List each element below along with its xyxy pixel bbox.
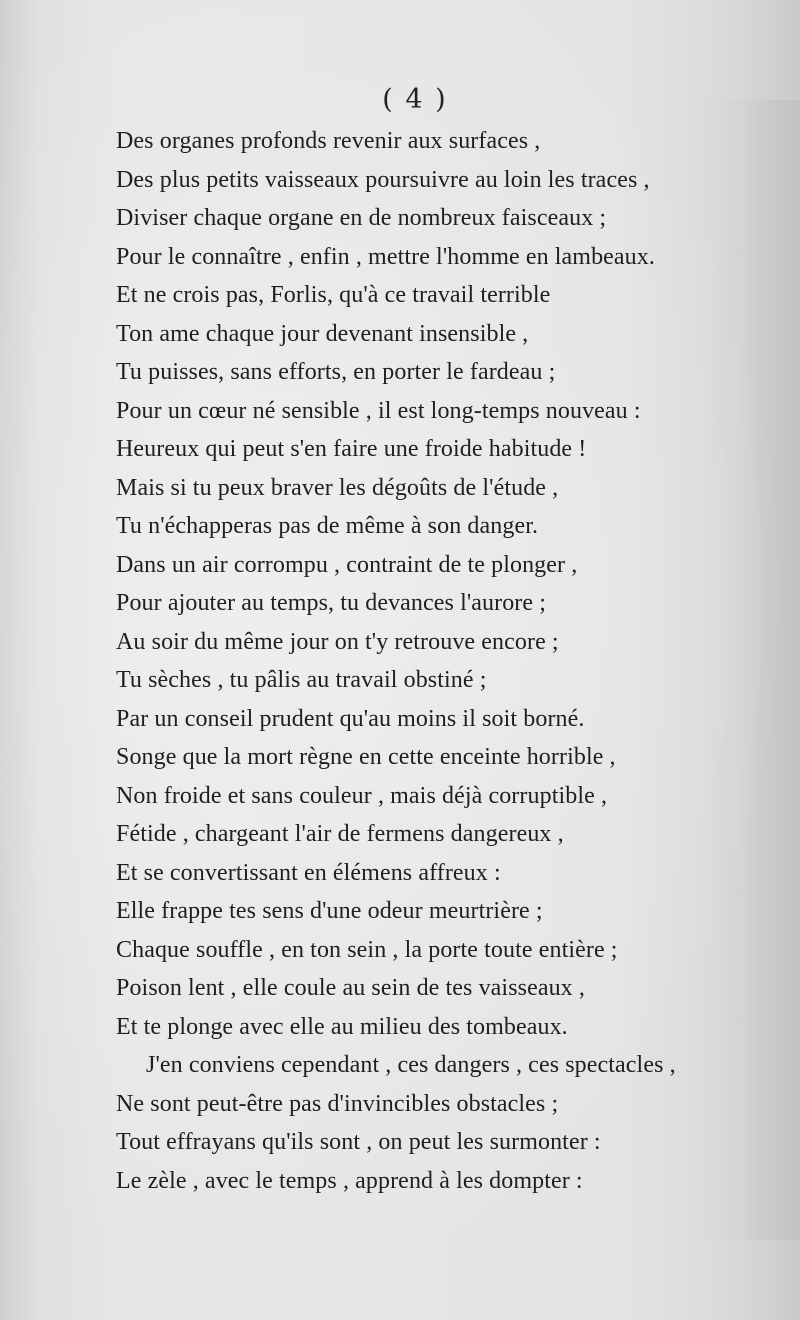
verse-line: Mais si tu peux braver les dégoûts de l'étude ,	[116, 474, 559, 501]
verse-line: Tu sèches , tu pâlis au travail obstiné ;	[116, 667, 487, 693]
verse-line: Le zèle , avec le temps , apprend à les dompter :	[116, 1167, 583, 1194]
verse-line: Par un conseil prudent qu'au moins il soit borné.	[116, 705, 585, 732]
verse-line: Et se convertissant en élémens affreux :	[116, 859, 501, 886]
verse-line: Dans un air corrompu , contraint de te plonger ,	[116, 551, 578, 578]
verse-line: Pour ajouter au temps, tu devances l'aurore ;	[116, 590, 547, 616]
verse-line: Elle frappe tes sens d'une odeur meurtrière ;	[116, 898, 543, 924]
verse-line: Non froide et sans couleur , mais déjà corruptible ,	[116, 782, 608, 809]
verse-line: Tu puisses, sans efforts, en porter le fardeau ;	[116, 359, 556, 385]
verse-line: Tu n'échapperas pas de même à son danger.	[116, 513, 539, 539]
verse-line: Des organes profonds revenir aux surfaces ,	[116, 128, 541, 154]
verse-line: Tout effrayans qu'ils sont , on peut les surmonter :	[116, 1129, 601, 1155]
verse-line: Au soir du même jour on t'y retrouve encore ;	[116, 628, 559, 655]
verse-line: Et ne crois pas, Forlis, qu'à ce travail terrible	[116, 282, 551, 308]
verse-line: Heureux qui peut s'en faire une froide habitude !	[116, 436, 587, 462]
page-number: ( 4 )	[382, 84, 448, 115]
verse-line: Diviser chaque organe en de nombreux faisceaux ;	[116, 205, 607, 231]
verse-line: Pour le connaître , enfin , mettre l'homme en lambeaux.	[116, 243, 655, 270]
verse-line: Pour un cœur né sensible , il est long-temps nouveau :	[116, 397, 641, 424]
poem-text	[116, 122, 786, 1200]
verse-line: Poison lent , elle coule au sein de tes vaisseaux ,	[116, 975, 585, 1001]
verse-line: Chaque souffle , en ton sein , la porte toute entière ;	[116, 936, 618, 963]
verse-line: Des plus petits vaisseaux poursuivre au loin les traces ,	[116, 166, 650, 193]
verse-line: Songe que la mort règne en cette enceinte horrible ,	[116, 744, 616, 770]
verse-line: Fétide , chargeant l'air de fermens dangereux ,	[116, 821, 564, 847]
verse-line: Ton ame chaque jour devenant insensible ,	[116, 320, 529, 347]
verse-line: Et te plonge avec elle au milieu des tombeaux.	[116, 1013, 568, 1040]
verse-line: Ne sont peut-être pas d'invincibles obstacles ;	[116, 1090, 559, 1117]
stanza-start-line: J'en conviens cependant , ces dangers , ces spectacles ,	[146, 1052, 676, 1078]
